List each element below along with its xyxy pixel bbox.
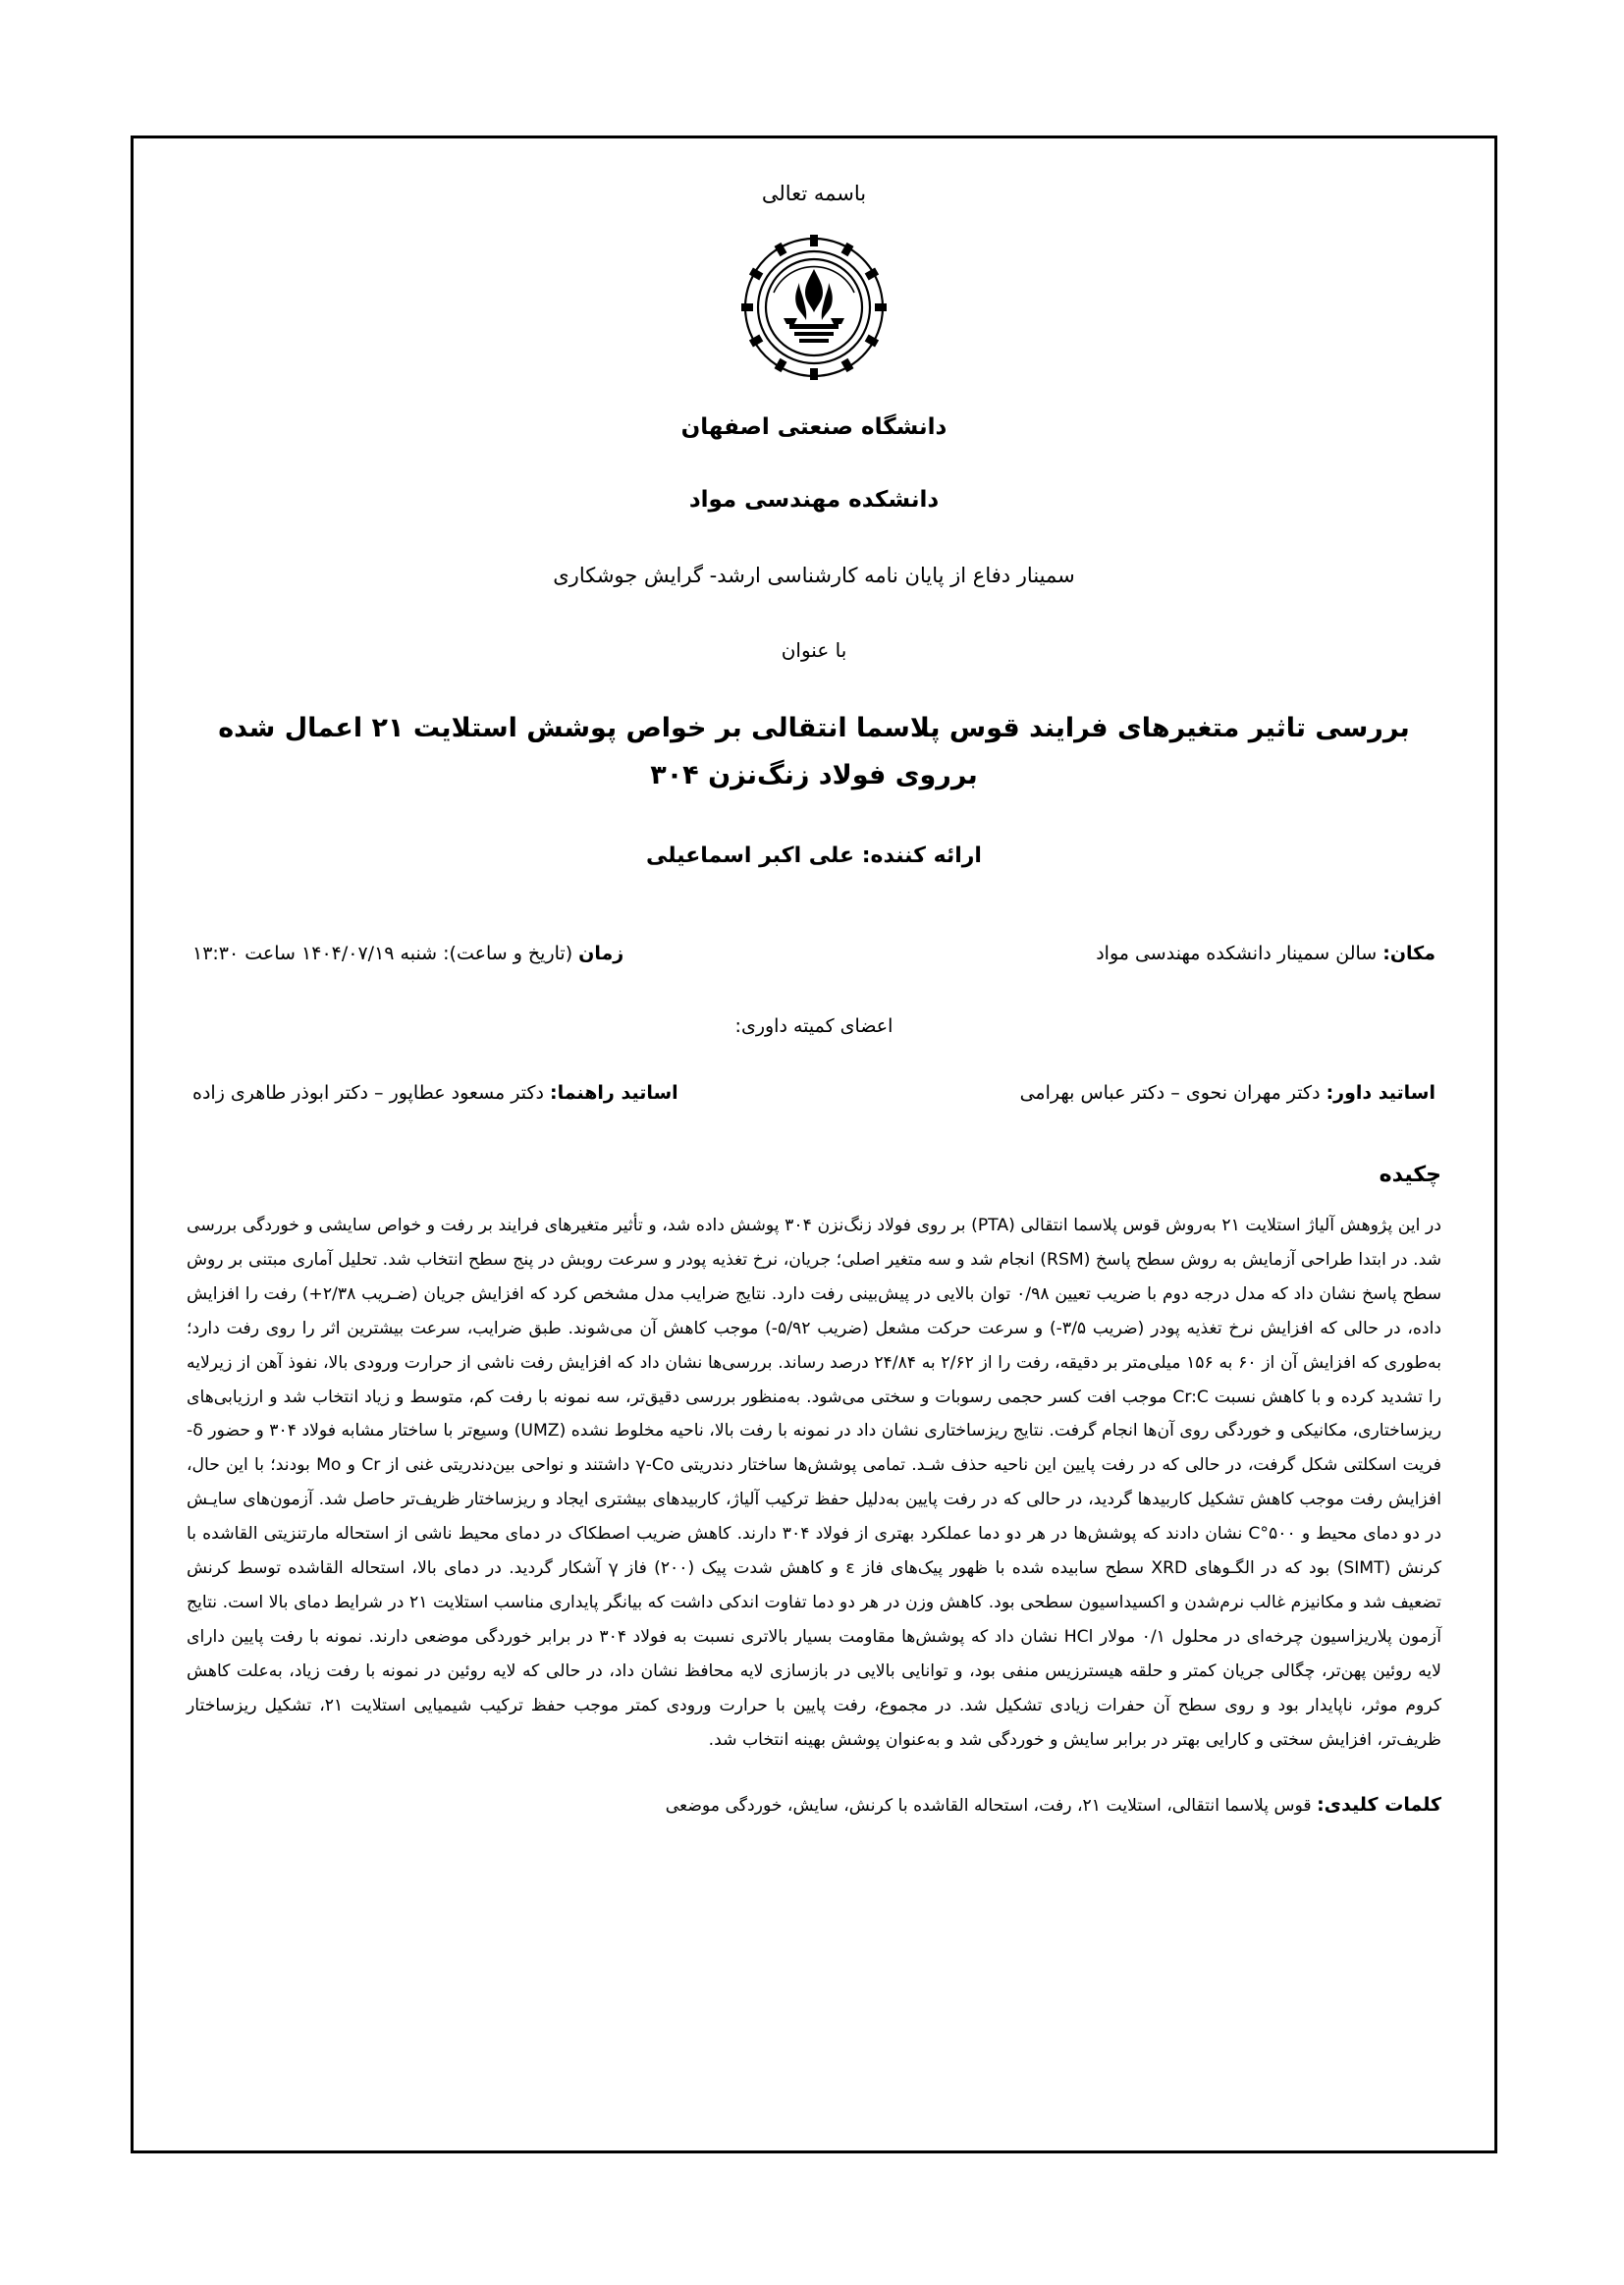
keywords-label: کلمات کلیدی: bbox=[1317, 1793, 1441, 1816]
referees-field bbox=[1020, 1082, 1435, 1104]
university-logo-wrapper bbox=[185, 234, 1443, 385]
supervisors-value: دکتر مسعود عطاپور – دکتر ابوذر طاهری زاده bbox=[192, 1081, 550, 1104]
page-border-frame bbox=[131, 136, 1497, 2153]
time-field bbox=[192, 943, 623, 964]
presenter-name: ارائه کننده: علی اکبر اسماعیلی bbox=[646, 843, 982, 868]
abstract-body: در این پژوهش آلیاژ استلایت ۲۱ به‌روش قوس پلاسما انتقالی (PTA) بر روی فولاد زنگ‌نزن ۳۰۴ پوشش داده شد، و تأثیر متغیرهای فرایند بر رفت و خواص سایشی و خوردگی بررسی شد. در ابتدا طراحی آزمایش به روش سطح پاسخ (RSM) انجام شد و سه متغیر اصلی؛ جریان، نرخ تغذیه پودر و سرعت روبش در پنج سطح انتخاب شد. تحلیل آماری مبتنی بر روش سطح پاسخ نشان داد که مدل درجه دوم با ضریب تعیین ۰/۹۸ توان بالایی در پیش‌بینی رفت دارد. نتایج ضرایب مدل مشخص کرد که افزایش جریان (ضـریب ۲/۳۸+) رفت را افزایش داده، در حالی که افزایش نرخ تغذیه پودر (ضریب ۳/۵-) و سرعت حرکت مشعل (ضریب ۵/۹۲-) موجب کاهش آن می‌شوند. طبق ضرایب، سرعت بیشترین اثر را روی رفت دارد؛ به‌طوری که افزایش آن از ۶۰ به ۱۵۶ میلی‌متر بر دقیقه، رفت را از ۲/۶۲ به ۲۴/۸۴ درصد رساند. بررسی‌ها نشان داد که افزایش رفت ناشی از حرارت ورودی بالا، نفوذ آهن از زیرلایه را تشدید کرده و با کاهش نسبت Cr:C موجب افت کسر حجمی رسوبات و سختی می‌شود. به‌منظور بررسی دقیق‌تر، سه نمونه با رفت کم، متوسط و زیاد انتخاب شد و ارزیابی‌های ریزساختاری، مکانیکی و خوردگی روی آن‌ها انجام گرفت. نتایج ریزساختاری نشان داد در نمونه با رفت بالا، ناحیه مخلوط نشده (UMZ) وسیع‌تر با ساختار مشابه فولاد ۳۰۴ و حضور δ-فریت اسکلتی شکل گرفت، در حالی که در رفت پایین این ناحیه حذف شـد. تمامی پوشش‌ها ساختار دندریتی γ-Co داشتند و نواحی بین‌دندریتی غنی از Cr و Mo بودند؛ با این حال، افزایش رفت موجب کاهش تشکیل کاربیدها گردید، در حالی که در رفت پایین به‌دلیل حفظ ترکیب آلیاژ، کاربیدهای بیشتری ایجاد و ریزساختار ظریف‌تر حاصل شد. آزمون‌های سایـش در دو دمای محیط و ۵۰۰°C نشان دادند که پوشش‌ها در هر دو دما عملکرد بهتری از فولاد ۳۰۴ دارند. کاهش ضریب اصطکاک در دمای محیط ناشی از استحاله مارتنزیتی القاشده با کرنش (SIMT) بود که در الگـوهای XRD سطح سابیده شده با ظهور پیک‌های فاز ε و کاهش شدت پیک (۲۰۰) فاز γ آشکار گردید. در دمای بالا، استحاله القاشده توسط کرنش تضعیف شد و مکانیزم غالب نرم‌شدن و اکسیداسیون سطحی بود. کاهش وزن در هر دو دما تفاوت اندکی داشت که بیانگر پایداری مناسب استلایت ۲۱ در شرایط دمای بالا است. نتایج آزمون پلاریزاسیون چرخه‌ای در محلول ۰/۱ مولار HCl نشان داد که پوشش‌ها مقاومت بسیار بالاتری نسبت به فولاد ۳۰۴ در برابر خوردگی موضعی دارند. نمونه با رفت پایین دارای لایه روئین پهن‌تر، چگالی جریان کمتر و حلقه هیسترزیس منفی بود، و توانایی بالایی در بازسازی لایه محافظ نشان داد، در حالی که لایه روئین در نمونه با رفت زیاد، به‌علت کاهش کروم موثر، ناپایدار بود و روی سطح آن حفرات زیادی تشکیل شد. در مجموع، رفت پایین با حرارت ورودی کمتر موجب حفظ ترکیب شیمیایی استلایت ۲۱، تشکیل ریزساختار ظریف‌تر، افزایش سختی و کارایی بهتر در برابر سایش و خوردگی شد و به‌عنوان پوشش بهینه انتخاب شد. bbox=[187, 1215, 1442, 1750]
committee-label: اعضای کمیته داوری: bbox=[734, 1014, 893, 1037]
faculty-name: دانشکده مهندسی مواد bbox=[688, 487, 940, 514]
thesis-title: بررسی تاثیر متغیرهای فرایند قوس پلاسما انتقالی بر خواص پوشش استلایت ۲۱ اعمال شده برروی فولاد زنگ‌نزن ۳۰۴ bbox=[218, 713, 1410, 790]
university-name: دانشگاه صنعتی اصفهان bbox=[680, 414, 947, 441]
place-field bbox=[1096, 943, 1435, 964]
supervisors-field bbox=[192, 1082, 678, 1104]
place-value: سالن سمینار دانشکده مهندسی مواد bbox=[1096, 942, 1383, 964]
seminar-type: سمینار دفاع از پایان نامه کارشناسی ارشد- گرایش جوشکاری bbox=[553, 564, 1075, 588]
referees-label: اساتید داور: bbox=[1326, 1081, 1435, 1104]
abstract-heading: چکیده bbox=[1379, 1162, 1441, 1187]
basmalah-text: باسمه تعالی bbox=[761, 182, 867, 205]
place-label: مکان: bbox=[1382, 942, 1435, 964]
time-place-row bbox=[192, 943, 1435, 964]
keywords-value: قوس پلاسما انتقالی، استلایت ۲۱، رفت، استحاله القاشده با کرنش، سایش، خوردگی موضعی bbox=[665, 1795, 1318, 1816]
time-value: (تاریخ و ساعت): شنبه ۱۴۰۴/۰۷/۱۹ ساعت ۱۳:۳۰ bbox=[192, 942, 579, 964]
with-title-label: با عنوان bbox=[781, 638, 847, 663]
referees-value: دکتر مهران نحوی – دکتر عباس بهرامی bbox=[1019, 1081, 1326, 1104]
supervisors-label: اساتید راهنما: bbox=[550, 1081, 678, 1104]
committee-members-row bbox=[192, 1082, 1435, 1104]
time-label: زمان bbox=[578, 942, 624, 964]
page-content bbox=[145, 150, 1483, 2139]
iut-logo-icon bbox=[740, 234, 888, 385]
keywords-row bbox=[187, 1787, 1441, 1823]
